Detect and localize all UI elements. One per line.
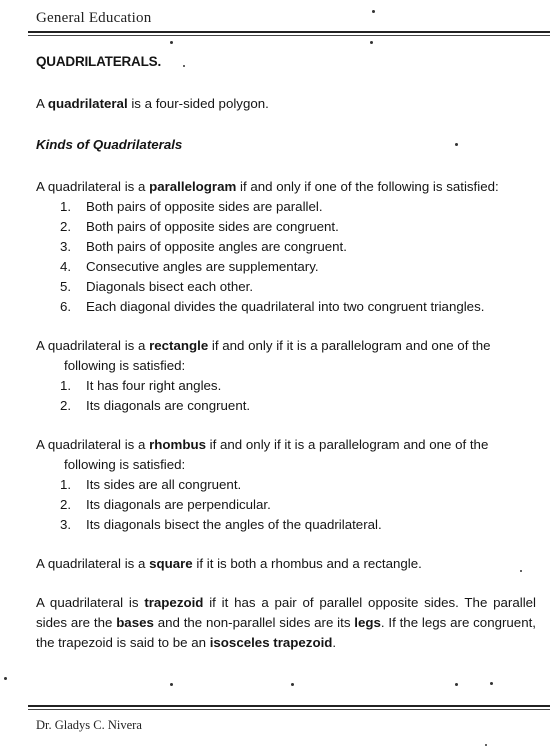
list-item <box>36 376 536 396</box>
item-number: 3. <box>60 239 72 254</box>
item-number: 6. <box>60 299 72 314</box>
item-text: Each diagonal divides the quadrilateral into two congruent triangles. <box>86 299 485 314</box>
item-number: 1. <box>60 477 72 492</box>
text: A quadrilateral is a <box>36 437 150 452</box>
trapezoid-block <box>36 593 536 653</box>
square-definition <box>36 554 536 574</box>
footer-rule-thin <box>28 709 550 710</box>
scan-speck <box>485 744 487 746</box>
text: . If the legs are congruent, the trapezoid is said to be an <box>36 615 536 650</box>
item-number: 1. <box>60 199 72 214</box>
text: if it is both a rhombus and a rectangle. <box>192 556 422 571</box>
scan-speck <box>490 682 493 685</box>
text: A quadrilateral is a <box>36 556 150 571</box>
parallelogram-block <box>36 177 536 317</box>
list-item <box>36 237 536 257</box>
running-footer: Dr. Gladys C. Nivera <box>36 718 142 732</box>
scan-speck <box>170 683 173 686</box>
item-text: Its diagonals bisect the angles of the quadrilateral. <box>86 517 382 532</box>
text: . <box>332 635 337 650</box>
list-item <box>36 217 536 237</box>
rectangle-definition-cont: following is satisfied: <box>64 358 186 373</box>
item-number: 5. <box>60 279 72 294</box>
rectangle-block <box>36 336 536 416</box>
list-item <box>36 277 536 297</box>
scan-speck <box>370 41 373 44</box>
scan-speck <box>455 143 458 146</box>
scan-speck <box>291 683 294 686</box>
rhombus-conditions <box>36 475 536 535</box>
parallelogram-conditions <box>36 197 536 317</box>
scan-speck <box>4 677 7 680</box>
list-item <box>36 297 536 317</box>
item-text: Diagonals bisect each other. <box>86 279 254 294</box>
term-isosceles-trapezoid: isosceles trapezoid <box>209 635 333 650</box>
list-item <box>36 257 536 277</box>
item-number: 1. <box>60 378 72 393</box>
rhombus-block <box>36 435 536 535</box>
item-number: 2. <box>60 219 72 234</box>
header-rule <box>28 31 550 33</box>
item-number: 2. <box>60 497 72 512</box>
section-heading: Kinds of Quadrilaterals <box>36 137 183 152</box>
text: if it has a pair of parallel opposite sides. The parallel sides are the <box>36 595 537 630</box>
text: A quadrilateral is a <box>36 179 150 194</box>
item-text: Both pairs of opposite angles are congruent. <box>86 239 347 254</box>
scan-speck <box>170 41 173 44</box>
square-block <box>36 554 536 574</box>
term-quadrilateral: quadrilateral <box>47 96 128 111</box>
term-square: square <box>149 556 193 571</box>
item-text: Both pairs of opposite sides are congruent. <box>86 219 339 234</box>
term-bases: bases <box>116 615 154 630</box>
rhombus-definition-cont: following is satisfied: <box>64 457 186 472</box>
item-text: Its diagonals are perpendicular. <box>86 497 271 512</box>
item-number: 4. <box>60 259 72 274</box>
item-text: Both pairs of opposite sides are parallel. <box>86 199 323 214</box>
list-item <box>36 495 536 515</box>
term-rhombus: rhombus <box>149 437 206 452</box>
text: is a four-sided polygon. <box>127 96 269 111</box>
text: A <box>36 96 48 111</box>
trapezoid-definition <box>36 593 536 653</box>
list-item <box>36 475 536 495</box>
rhombus-definition <box>36 435 536 455</box>
footer-rule <box>28 705 550 707</box>
term-parallelogram: parallelogram <box>149 179 237 194</box>
text: A quadrilateral is <box>36 595 145 610</box>
item-text: Its diagonals are congruent. <box>86 398 251 413</box>
text: if and only if one of the following is satisfied: <box>236 179 499 194</box>
page-title: QUADRILATERALS. <box>36 54 161 69</box>
item-text: Consecutive angles are supplementary. <box>86 259 319 274</box>
text: if and only if it is a parallelogram and one of the <box>205 437 489 452</box>
item-number: 3. <box>60 517 72 532</box>
text: and the non-parallel sides are its <box>153 615 355 630</box>
list-item <box>36 396 536 416</box>
running-header: General Education <box>36 10 152 26</box>
text: A quadrilateral is a <box>36 338 150 353</box>
term-rectangle: rectangle <box>149 338 209 353</box>
term-trapezoid: trapezoid <box>144 595 204 610</box>
list-item <box>36 515 536 535</box>
header-rule-thin <box>28 35 550 36</box>
item-text: Its sides are all congruent. <box>86 477 242 492</box>
text: if and only if it is a parallelogram and one of the <box>208 338 491 353</box>
rectangle-conditions <box>36 376 536 416</box>
scan-speck <box>183 65 185 67</box>
quadrilateral-definition <box>36 94 536 114</box>
main-content <box>36 52 536 672</box>
scan-speck <box>372 10 375 13</box>
term-legs: legs <box>354 615 381 630</box>
rectangle-definition <box>36 336 536 356</box>
scan-speck <box>455 683 458 686</box>
list-item <box>36 197 536 217</box>
parallelogram-definition <box>36 177 536 197</box>
item-text: It has four right angles. <box>86 378 222 393</box>
scan-speck <box>520 570 522 572</box>
item-number: 2. <box>60 398 72 413</box>
